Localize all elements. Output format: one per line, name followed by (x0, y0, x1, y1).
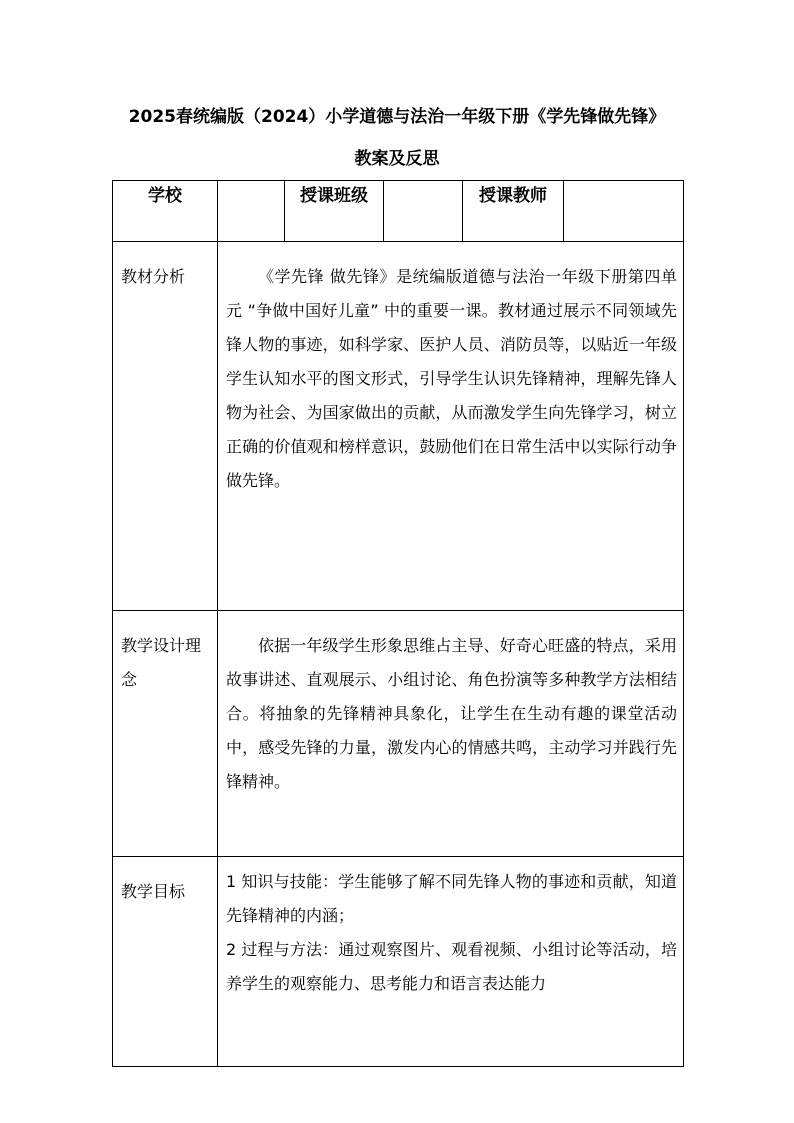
class-value[interactable] (384, 181, 463, 242)
teaching-goals-label: 教学目标 (113, 857, 218, 1067)
textbook-analysis-text: 《学先锋 做先锋》是统编版道德与法治一年级下册第四单元 “争做中国好儿童” 中的重要一课。教材通过展示不同领域先锋人物的事迹，如科学家、医护人员、消防员等，以贴近一年级学生认知水平的图文形式，引导学生认识先锋精神，理解先锋人物为社会、为国家做出的贡献，从而激发学生向先锋学习，树立正确的价值观和榜样意识，鼓励他们在日常生活中以实际行动争做先锋。 (218, 242, 684, 611)
document-subtitle: 教案及反思 (354, 149, 440, 169)
design-concept-row (113, 611, 684, 857)
goal-item: 1 知识与技能：学生能够了解不同先锋人物的事迹和贡献，知道先锋精神的内涵； (226, 872, 677, 925)
school-label: 学校 (113, 181, 218, 242)
header-row (113, 181, 684, 242)
document-title: 2025春统编版（2024）小学道德与法治一年级下册《学先锋做先锋》 (128, 107, 666, 127)
textbook-analysis-row (113, 242, 684, 611)
design-concept-text: 依据一年级学生形象思维占主导、好奇心旺盛的特点，采用故事讲述、直观展示、小组讨论、角色扮演等多种教学方法相结合。将抽象的先锋精神具象化，让学生在生动有趣的课堂活动中，感受先锋的力量，激发内心的情感共鸣，主动学习并践行先锋精神。 (218, 611, 684, 857)
textbook-analysis-label: 教材分析 (113, 242, 218, 611)
teacher-label: 授课教师 (463, 181, 564, 242)
design-concept-label: 教学设计理念 (113, 611, 218, 857)
teacher-value[interactable] (564, 181, 684, 242)
lesson-plan-table (112, 180, 684, 1067)
school-value[interactable] (218, 181, 285, 242)
teaching-goals-text (218, 857, 684, 1067)
teaching-goals-row (113, 857, 684, 1067)
class-label: 授课班级 (285, 181, 384, 242)
goal-item: 2 过程与方法：通过观察图片、观看视频、小组讨论等活动，培养学生的观察能力、思考能力和语言表达能力 (226, 940, 677, 993)
